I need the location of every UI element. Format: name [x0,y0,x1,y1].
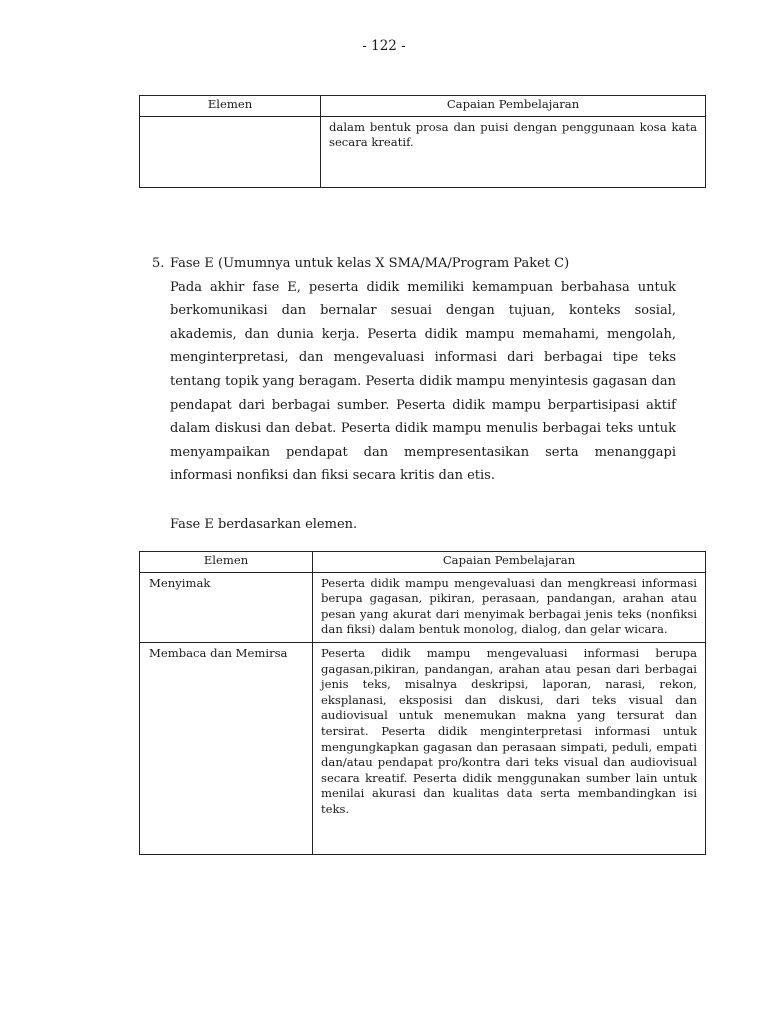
table-fase-e-elemen [139,551,706,855]
table-continued-capaian [139,95,706,188]
header-capaian-pembelajaran: Capaian Pembelajaran [313,552,706,573]
element-cell: Membaca dan Memirsa [140,642,313,854]
section-fase-e [152,252,676,488]
capaian-cell: dalam bentuk prosa dan puisi dengan penggunaan kosa kata secara kreatif. [321,116,706,187]
section-number: 5. [152,256,165,271]
header-elemen: Elemen [140,552,313,573]
capaian-cell: Peserta didik mampu mengevaluasi dan mengkreasi informasi berupa gagasan, pikiran, perasaan, pandangan, arahan atau pesan yang akurat dari menyimak berbagai jenis teks (nonfiksi dan fiksi) dalam bentuk monolog, dialog, dan gelar wicara. [313,572,706,642]
capaian-cell: Peserta didik mampu mengevaluasi informasi berupa gagasan,pikiran, pandangan, arahan atau pesan dari berbagai jenis teks, misalnya deskripsi, laporan, narasi, rekon, eksplanasi, eksposisi dan diskusi, dari teks visual dan audiovisual untuk menemukan makna yang tersurat dan tersirat. Peserta didik menginterpretasi informasi untuk mengungkapkan gagasan dan perasaan simpati, peduli, empati dan/atau pendapat pro/kontra dari teks visual dan audiovisual secara kreatif. Peserta didik menggunakan sumber lain untuk menilai akurasi dan kualitas data serta membandingkan isi teks. [313,642,706,854]
table-header-row [140,96,706,117]
table-row [140,116,706,187]
table-row-membaca-memirsa [140,642,706,854]
header-elemen: Elemen [140,96,321,117]
section-heading [152,252,676,276]
table-header-row [140,552,706,573]
section-paragraph: Pada akhir fase E, peserta didik memiliki kemampuan berbahasa untuk berkomunikasi dan bernalar sesuai dengan tujuan, konteks sosial, akademis, dan dunia kerja. Peserta didik mampu memahami, mengolah, menginterpretasi, dan mengevaluasi informasi dari berbagai tipe teks tentang topik yang beragam. Peserta didik mampu menyintesis gagasan dan pendapat dari berbagai sumber. Peserta didik mampu berpartisipasi aktif dalam diskusi dan debat. Peserta didik mampu menulis berbagai teks untuk menyampaikan pendapat dan mempresentasikan serta menanggapi informasi nonfiksi dan fiksi secara kritis dan etis. [170,279,676,484]
table-row-menyimak [140,572,706,642]
section-title: Fase E (Umumnya untuk kelas X SMA/MA/Program Paket C) [170,256,570,271]
element-cell: Menyimak [140,572,313,642]
table-caption: Fase E berdasarkan elemen. [170,517,358,532]
header-capaian-pembelajaran: Capaian Pembelajaran [321,96,706,117]
element-cell [140,116,321,187]
page-number: - 122 - [362,38,406,54]
